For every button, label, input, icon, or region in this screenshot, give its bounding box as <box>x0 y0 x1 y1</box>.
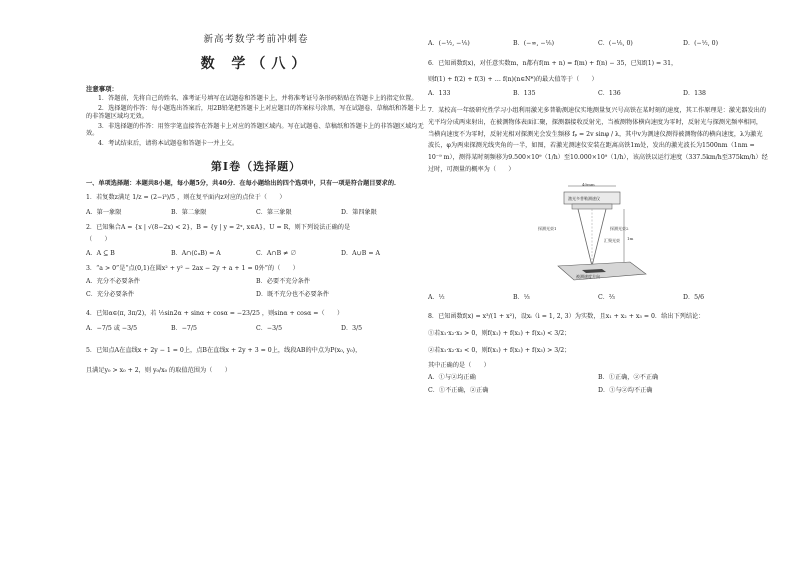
exam-subtitle: 新高考数学考前冲刺卷 <box>203 34 309 45</box>
option-b: B．A∩(∁ᵤB) = A <box>171 250 221 258</box>
question-4 <box>86 310 426 333</box>
question-stem: 3．“a > 0”是“点(0,1)在圆x² + y² − 2ax − 2y + a + 1 = 0外”的（ ） <box>86 265 299 273</box>
option-b: B．⅓ <box>513 293 530 301</box>
beam1-label: 探测光束1 <box>538 225 557 231</box>
option-a: A．充分不必要条件 <box>86 277 140 285</box>
option-a: A．(−½, −⅕) <box>428 40 470 47</box>
laser-figure <box>538 182 658 290</box>
question-7 <box>428 105 768 176</box>
question-options <box>86 278 426 304</box>
option-b: B．(−∞, −⅕) <box>513 40 555 47</box>
question-5 <box>86 347 426 375</box>
question-options <box>86 250 426 258</box>
question-7-options <box>428 294 768 302</box>
section-instruction: 一、单项选择题：本题共8小题，每小题5分，共40分．在每小题给出的四个选项中，只有一项是符合题目要求的． <box>86 179 401 187</box>
option-b: B．必要不充分条件 <box>256 277 311 285</box>
option-a: A．½ <box>428 293 445 301</box>
question-2 <box>86 224 426 258</box>
question-5-options <box>428 40 768 48</box>
option-a: A．−7/5 或 −3/5 <box>86 325 138 333</box>
beam-1-line <box>578 209 592 266</box>
question-options <box>86 325 426 333</box>
question-1 <box>86 194 426 217</box>
option-d: D．①与②均不正确 <box>598 387 653 395</box>
question-prompt: 其中正确的是（ ） <box>428 361 490 369</box>
option-a: A．133 <box>428 90 451 98</box>
option-d: D．既不充分也不必要条件 <box>256 290 330 298</box>
question-stem: 1．若复数z满足 1/z = (2−i³)/5 ，则在复平面内z对应的点位于（ ） <box>86 194 286 202</box>
question-stem-cont: 且满足y₀ > x₀ + 2，则 y₀/x₀ 的取值范围为（ ） <box>86 366 231 374</box>
question-stem: 8．已知函数f(x) = x³/(1 + x²)，设xᵢ（i = 1, 2, 3）为实数，且x₁ + x₂ + x₃ = 0．给出下列结论： <box>428 313 705 321</box>
option-c: C．①不正确，②正确 <box>428 387 489 395</box>
beam2-label: 探测光束2 <box>610 225 629 231</box>
option-c: C．−3/5 <box>256 325 283 333</box>
option-c: C．充分必要条件 <box>86 290 135 298</box>
question-stem-cont: 则f(1) + f(2) + f(3) + … f(n)(n∈N*)的最大值等于（ ） <box>428 75 598 83</box>
speed-label: 被测速度方向 <box>576 273 600 279</box>
option-b: B．①正确，②不正确 <box>598 374 659 382</box>
option-b: B．135 <box>513 90 536 98</box>
option-d: D．3/5 <box>341 325 363 333</box>
option-a: A．A ⊆ B <box>86 250 115 258</box>
conclusion-1: ①若x₁·x₂·x₃ > 0，则f(x₁) + f(x₂) + f(x₃) < 3/2； <box>428 330 571 338</box>
device-label: 激光多普勒测速仪 <box>568 195 600 201</box>
question-options <box>428 374 768 400</box>
notice-item: 1．答题前，先将自己的姓名、准考证号填写在试题卷和答题卡上，并将准考证号条形码粘贴在答题卡上的指定位置。 <box>98 95 418 103</box>
exam-title: 数 学（八） <box>200 55 312 72</box>
question-stem: 2．已知集合A = {x | √(8−2x) < 2}，B = {y | y = 2ˣ, x∈A}，U = R，则下列说法正确的是 <box>86 223 351 231</box>
right-column <box>428 40 768 400</box>
option-d: D．5/6 <box>683 293 705 301</box>
option-d: D．第四象限 <box>341 209 377 217</box>
question-paren: （ ） <box>86 235 111 243</box>
question-options <box>86 209 426 217</box>
section-title: 第Ⅰ卷（选择题） <box>210 159 302 173</box>
option-b: B．第二象限 <box>171 209 207 217</box>
notice-heading: 注意事项： <box>86 85 118 94</box>
option-d: D．(−½, 0) <box>683 40 719 47</box>
question-stem: 4．已知α∈(π, 3π/2)，若 ½sin2α + sinα + cosα = −23/25 ，则sinα + cosα =（ ） <box>86 310 344 318</box>
distance-label: 1m <box>627 235 634 241</box>
option-c: C．第三象限 <box>256 209 292 217</box>
question-stem: 5．已知点A在直线x + 2y − 1 = 0上，点B在直线x + 2y + 3 = 0上，线段AB的中点为P(x₀, y₀)， <box>86 346 362 354</box>
option-b: B．−7/5 <box>171 325 197 333</box>
question-3 <box>86 265 426 303</box>
left-column <box>86 30 426 374</box>
option-c: C．136 <box>598 90 621 98</box>
notice-item: 2．选择题的作答：每小题选出答案后，用2B铅笔把答题卡上对应题目的答案标号涂黑，写在试题卷、草稿纸和答题卡上的非答题区域均无效。 <box>86 105 426 120</box>
question-stem: 6．已知函数f(x)，对任意实数m，n都有f(m + n) = f(m) + f(n) − 35，已知f(1) = 31， <box>428 59 678 67</box>
notice-item: 4．考试结束后，请将本试题卷和答题卡一并上交。 <box>98 140 239 148</box>
option-c: C．(−⅕, 0) <box>598 40 633 47</box>
option-a: A．第一象限 <box>86 209 122 217</box>
option-c: C．A∩B ≠ ∅ <box>256 250 297 258</box>
option-d: D．138 <box>683 90 706 98</box>
question-stem: 7．某校高一年级研究性学习小组利用激光多普勒测速仪实地测量复兴号高铁在某时刻的速度，其工作原理是：激光器发出的光平均分成两束射出，在被测物体表面汇聚，探测器接收反射光，当被测物体横向速度为零时，反射光与探测光频率相同，当横向速度不为零时，反射光相对探测光会发生频移 fₚ = 2v sinφ / λ，其中v为测速仪测得被测物体的横向速度，λ为激光波长，φ为两束探测光线夹角的一半，如图，若激光测速仪安装在距离高铁1m处，发出的激光波长为1500nm（1nm = 10⁻⁹ m），测得某时刻频移为9.500×10⁹（1/h）至10.000×10⁹（1/h），该高铁以运行速度（337.5km/h至375km/h）经过时，可测量的概率为（ ） <box>428 107 768 173</box>
question-8 <box>428 313 768 400</box>
question-6 <box>428 60 768 98</box>
notice-item: 3．非选择题的作答：用签字笔直接答在答题卡上对应的答题区域内。写在试题卷、草稿纸和答题卡上的非答题区域均无效。 <box>86 122 424 138</box>
laser-head <box>572 204 612 209</box>
conclusion-2: ②若x₁·x₂·x₃ < 0，则f(x₁) + f(x₂) + f(x₃) > 3/2； <box>428 346 571 354</box>
top-label: 40mm <box>582 181 595 187</box>
question-options <box>428 90 768 98</box>
option-c: C．⅔ <box>598 293 615 301</box>
option-a: A．①与②均正确 <box>428 374 476 382</box>
option-d: D．A∪B = A <box>341 250 380 258</box>
reflect-label: 汇聚光束 <box>604 237 620 243</box>
